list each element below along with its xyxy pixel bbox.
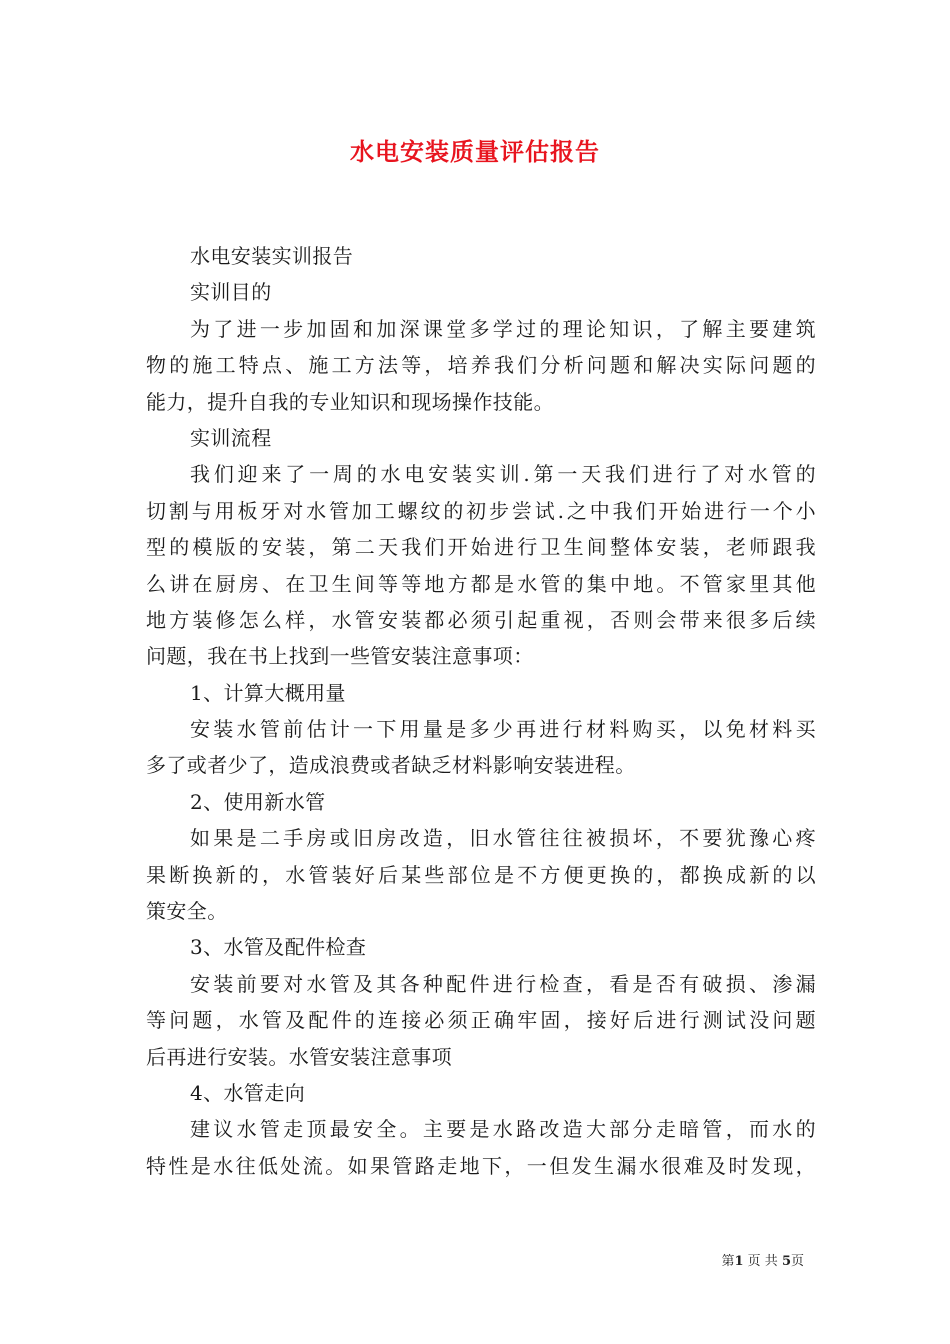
text-line: 2、使用新水管 [190,789,326,814]
document-title: 水电安装质量评估报告 [350,137,600,166]
text-line: 实训目的 [190,280,272,305]
text-line: 果断换新的，水管装好后某些部位是不方便更换的，都换成新的以 [146,862,816,887]
text-line: 等问题，水管及配件的连接必须正确牢固，接好后进行测试没问题 [146,1008,816,1033]
text-line: 为了进一步加固和加深课堂多学过的理论知识，了解主要建筑 [190,316,816,341]
text-line: 4、水管走向 [190,1080,306,1105]
text-line: 多了或者少了，造成浪费或者缺乏材料影响安装进程。 [146,753,636,778]
text-line: 型的模版的安装，第二天我们开始进行卫生间整体安装，老师跟我 [146,535,816,560]
footer-suffix: 页 [790,1254,804,1269]
text-line: 物的施工特点、施工方法等，培养我们分析问题和解决实际问题的 [146,353,816,378]
text-line: 问题，我在书上找到一些管安装注意事项： [146,644,534,669]
text-line: 水电安装实训报告 [190,244,354,268]
text-line: 1、计算大概用量 [190,680,346,705]
text-line: 策安全。 [146,899,228,924]
page-footer [721,1250,804,1269]
text-line: 能力，提升自我的专业知识和现场操作技能。 [146,389,554,414]
text-line: 实训流程 [190,425,272,450]
text-line: 3、水管及配件检查 [190,935,367,960]
text-line: 我们迎来了一周的水电安装实训.第一天我们进行了对水管的 [190,462,816,487]
text-line: 么讲在厨房、在卫生间等等地方都是水管的集中地。不管家里其他 [146,571,816,596]
footer-middle: 页 共 [747,1254,778,1269]
text-line: 安装前要对水管及其各种配件进行检查，看是否有破损、渗漏 [190,971,816,996]
text-line: 切割与用板牙对水管加工螺纹的初步尝试.之中我们开始进行一个小 [146,498,816,523]
text-line: 地方装修怎么样，水管安装都必须引起重视，否则会带来很多后续 [146,607,816,632]
footer-total-pages: 5 [781,1254,791,1269]
text-line: 特性是水往低处流。如果管路走地下，一但发生漏水很难及时发现， [146,1153,816,1178]
text-line: 建议水管走顶最安全。主要是水路改造大部分走暗管，而水的 [190,1117,816,1142]
document-body [146,238,816,1184]
text-line: 安装水管前估计一下用量是多少再进行材料购买，以免材料买 [190,717,816,742]
footer-prefix: 第 [721,1254,735,1269]
text-line: 如果是二手房或旧房改造，旧水管往往被损坏，不要犹豫心疼 [190,826,816,851]
footer-current-page: 1 [734,1254,744,1269]
text-line: 后再进行安装。水管安装注意事项 [146,1044,452,1069]
